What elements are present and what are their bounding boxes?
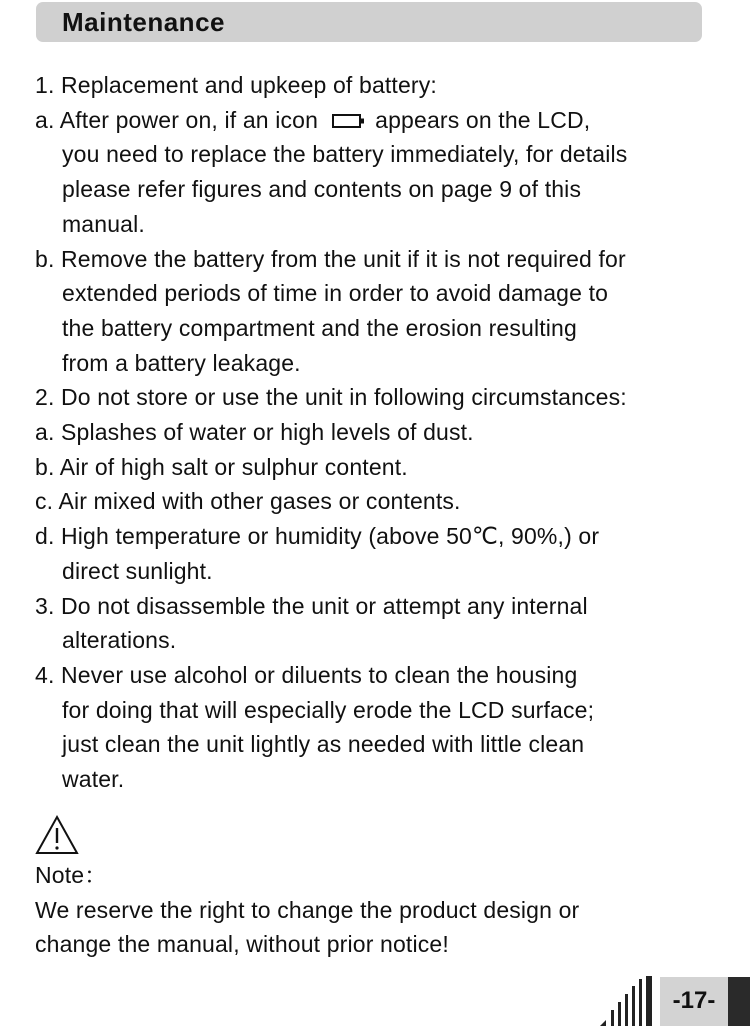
section-title: Maintenance <box>62 7 225 37</box>
cleaning-line4: water. <box>62 766 125 793</box>
battery-heading: 1. Replacement and upkeep of battery: <box>35 72 437 98</box>
warning-triangle-icon <box>35 814 79 856</box>
storage-item-a: a. Splashes of water or high levels of dust. <box>35 419 474 446</box>
cleaning-line1: 4. Never use alcohol or diluents to clean the housing <box>35 661 578 688</box>
battery-item-a-text-end: appears on the LCD, <box>375 106 591 133</box>
note-line2: change the manual, without prior notice! <box>35 931 449 958</box>
battery-item-b-line3: the battery compartment and the erosion resulting <box>62 314 577 341</box>
page-number-box <box>660 977 728 1026</box>
footer-stripes-decoration <box>600 974 660 1026</box>
maintenance-content <box>35 68 725 797</box>
battery-item-a-text-start: a. After power on, if an icon <box>35 106 319 133</box>
battery-item-b-line2: extended periods of time in order to avoid damage to <box>62 280 609 307</box>
storage-item-d-line2: direct sunlight. <box>62 557 213 584</box>
section-header <box>36 2 702 42</box>
disassemble-line2: alterations. <box>62 627 177 654</box>
storage-item-c: c. Air mixed with other gases or contents. <box>35 488 461 515</box>
page-number: -17- <box>672 987 716 1014</box>
storage-item-b: b. Air of high salt or sulphur content. <box>35 453 408 480</box>
cleaning-line2: for doing that will especially erode the LCD surface; <box>62 696 595 723</box>
disassemble-line1: 3. Do not disassemble the unit or attempt any internal <box>35 592 588 619</box>
battery-item-a-line4: manual. <box>62 210 145 237</box>
battery-item-a-line3: please refer figures and contents on page 9 of this <box>62 176 582 203</box>
battery-item-b-line1: b. Remove the battery from the unit if it is not required for <box>35 245 626 272</box>
storage-item-d-line1: d. High temperature or humidity (above 50℃, 90%,) or <box>35 523 600 550</box>
note-block <box>35 858 725 962</box>
battery-item-a-line1 <box>35 103 725 138</box>
battery-icon <box>325 105 369 123</box>
note-line1: We reserve the right to change the product design or <box>35 896 580 923</box>
note-label: Note： <box>35 862 108 888</box>
battery-item-b-line4: from a battery leakage. <box>62 349 301 376</box>
battery-item-a-line2: you need to replace the battery immediately, for details <box>62 141 628 168</box>
storage-heading: 2. Do not store or use the unit in following circumstances: <box>35 384 627 411</box>
page-edge-bar <box>728 977 750 1026</box>
cleaning-line3: just clean the unit lightly as needed with little clean <box>62 731 585 758</box>
